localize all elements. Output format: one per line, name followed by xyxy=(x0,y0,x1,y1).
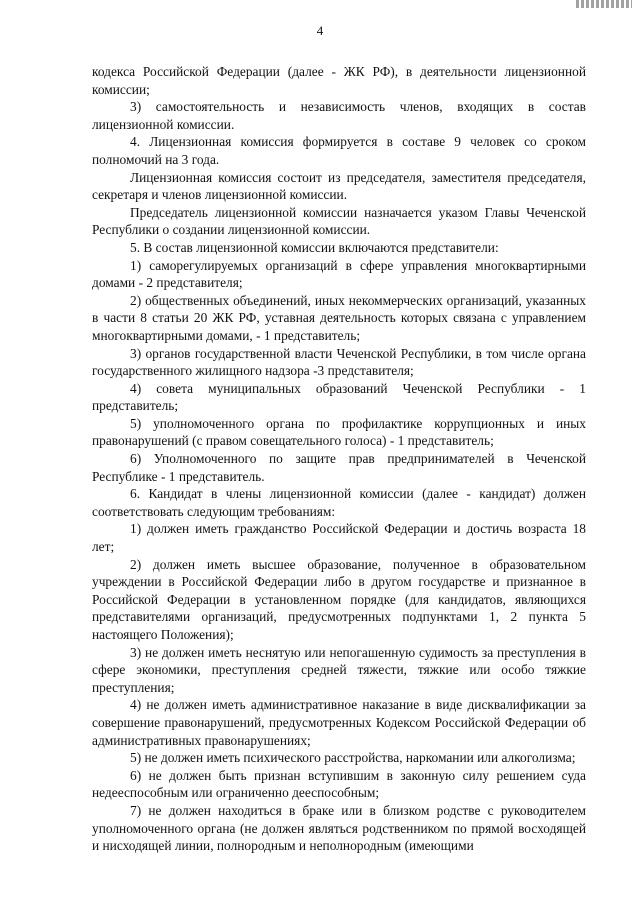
paragraph: Лицензионная комиссия состоит из председателя, заместителя председателя, секретаря и членов лицензионной комиссии. xyxy=(92,169,586,203)
paragraph: 5) не должен иметь психического расстройства, наркомании или алкоголизма; xyxy=(130,750,576,766)
paragraph: 5. В состав лицензионной комиссии включаются представители: xyxy=(130,239,499,255)
paragraph: 5) уполномоченного органа по профилактике коррупционных и иных правонарушений (с правом совещательного голоса) - 1 представитель; xyxy=(92,415,586,449)
paragraph: 6) не должен быть признан вступившим в законную силу решением суда недееспособным или ограниченно дееспособным; xyxy=(92,767,586,801)
paragraph: 3) самостоятельность и независимость членов, входящих в состав лицензионной комиссии. xyxy=(92,99,586,132)
paragraph: Председатель лицензионной комиссии назначается указом Главы Чеченской Республики о создании лицензионной комиссии. xyxy=(92,204,586,238)
page-number: 4 xyxy=(316,23,324,38)
paragraph: 1) должен иметь гражданство Российской Федерации и достичь возраста 18 лет; xyxy=(92,521,586,555)
paragraph: 6. Кандидат в члены лицензионной комиссии (далее - кандидат) должен соответствовать следующим требованиям: xyxy=(92,486,586,519)
paragraph: 3) не должен иметь неснятую или непогашенную судимость за преступления в сфере экономики, преступления средней тяжести, тяжкие или особо тяжкие преступления; xyxy=(92,644,586,695)
paragraph: 2) должен иметь высшее образование, полученное в образовательном учреждении в Российской Федерации либо в другом государстве и признанное в Российской Федерации в установленном порядке (для кандидатов, являющихся представителями организаций, предусмотренных подпунктами 1, 2 пункта 5 настоящего Положения); xyxy=(92,556,586,642)
paragraph: 1) саморегулируемых организаций в сфере управления многоквартирными домами - 2 представителя; xyxy=(92,257,586,291)
paragraph: 3) органов государственной власти Чеченской Республики, в том числе органа государственного жилищного надзора -3 представителя; xyxy=(92,345,586,379)
paragraph: 6) Уполномоченного по защите прав предпринимателей в Чеченской Республике - 1 представитель. xyxy=(92,451,586,484)
scan-artifact xyxy=(576,0,632,8)
paragraph: 2) общественных объединений, иных некоммерческих организаций, указанных в части 8 статьи 20 ЖК РФ, уставная деятельность которых связана с управлением многоквартирными домами, - 1 представитель; xyxy=(92,292,586,343)
paragraph: 7) не должен находиться в браке или в близком родстве с руководителем уполномоченного органа (не должен являться родственником по прямой восходящей и нисходящей линии, полнородным и неполнородным (имеющими xyxy=(92,802,586,854)
paragraph: 4. Лицензионная комиссия формируется в составе 9 человек со сроком полномочий на 3 года. xyxy=(92,134,586,167)
document-body xyxy=(92,63,586,855)
paragraph: кодекса Российской Федерации (далее - ЖК РФ), в деятельности лицензионной комиссии; xyxy=(92,64,586,97)
paragraph: 4) совета муниципальных образований Чеченской Республики - 1 представитель; xyxy=(92,380,586,414)
paragraph: 4) не должен иметь административное наказание в виде дисквалификации за совершение правонарушений, предусмотренных Кодексом Российской Федерации об административных правонарушениях; xyxy=(92,697,586,748)
